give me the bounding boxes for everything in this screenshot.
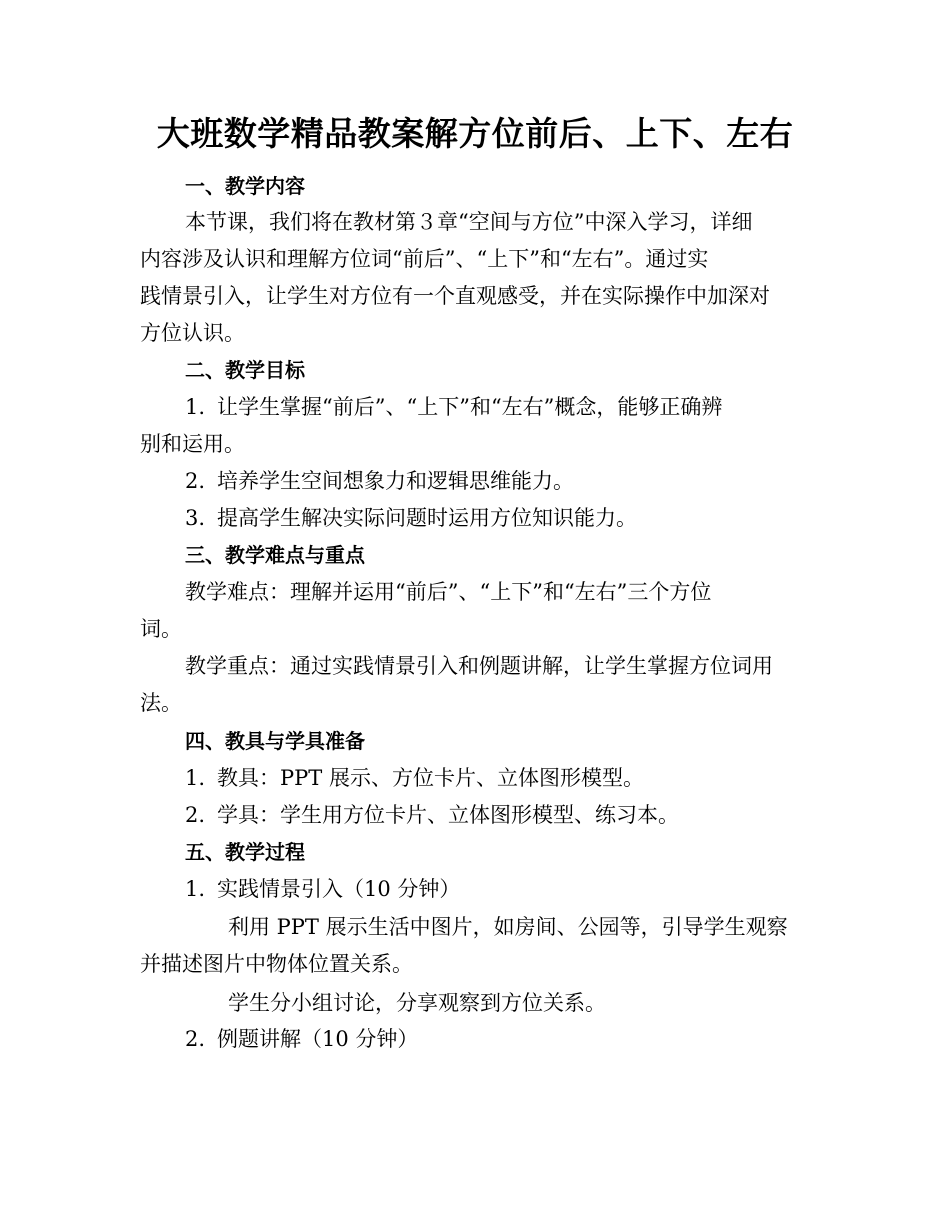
list-item [185,764,644,792]
paragraph-line: 内容涉及认识和理解方位词“前后”、“上下”和“左右”。通过实 [140,247,709,271]
paragraph-line: 法。 [140,691,182,715]
list-number: 1. [185,395,206,419]
list-text: 例题讲解（10 分钟） [217,1027,419,1051]
section-heading-process: 五、教学过程 [185,840,305,864]
list-number: 3. [185,506,206,530]
list-text: 提高学生解决实际问题时运用方位知识能力。 [217,506,637,530]
list-item [185,801,679,829]
list-text: 实践情景引入（10 分钟） [217,877,461,901]
paragraph-line: 利用 PPT 展示生活中图片，如房间、公园等，引导学生观察 [228,915,788,939]
section-heading-difficulties: 三、教学难点与重点 [185,543,365,567]
list-item [185,504,637,532]
paragraph-line: 践情景引入，让学生对方位有一个直观感受，并在实际操作中加深对 [140,284,770,308]
paragraph-line: 学生分小组讨论，分享观察到方位关系。 [228,991,606,1015]
list-number: 1. [185,877,206,901]
paragraph-line: 本节课，我们将在教材第３章“空间与方位”中深入学习，详细 [185,210,753,234]
section-heading-objectives: 二、教学目标 [185,358,305,382]
list-number: 1. [185,766,206,790]
list-item [185,393,722,421]
list-text: 培养学生空间想象力和逻辑思维能力。 [217,469,574,493]
paragraph-line: 教学难点：理解并运用“前后”、“上下”和“左右”三个方位 [185,580,712,604]
list-text: 教具：PPT 展示、方位卡片、立体图形模型。 [217,766,644,790]
list-item [185,467,574,495]
paragraph-line: 方位认识。 [140,321,245,345]
document-title: 大班数学精品教案解方位前后、上下、左右 [156,114,794,153]
list-number: 2. [185,803,206,827]
list-number: 2. [185,1027,206,1051]
paragraph-line: 词。 [140,617,182,641]
list-text: 让学生掌握“前后”、“上下”和“左右”概念，能够正确辨 [217,395,723,419]
list-item-continuation: 别和运用。 [140,432,245,456]
list-item [185,875,460,903]
paragraph-line: 并描述图片中物体位置关系。 [140,952,413,976]
paragraph-line: 教学重点：通过实践情景引入和例题讲解，让学生掌握方位词用 [185,654,773,678]
section-heading-materials: 四、教具与学具准备 [185,729,365,753]
section-heading-content: 一、教学内容 [185,174,305,198]
list-text: 学具：学生用方位卡片、立体图形模型、练习本。 [217,803,679,827]
list-number: 2. [185,469,206,493]
list-item [185,1025,418,1053]
